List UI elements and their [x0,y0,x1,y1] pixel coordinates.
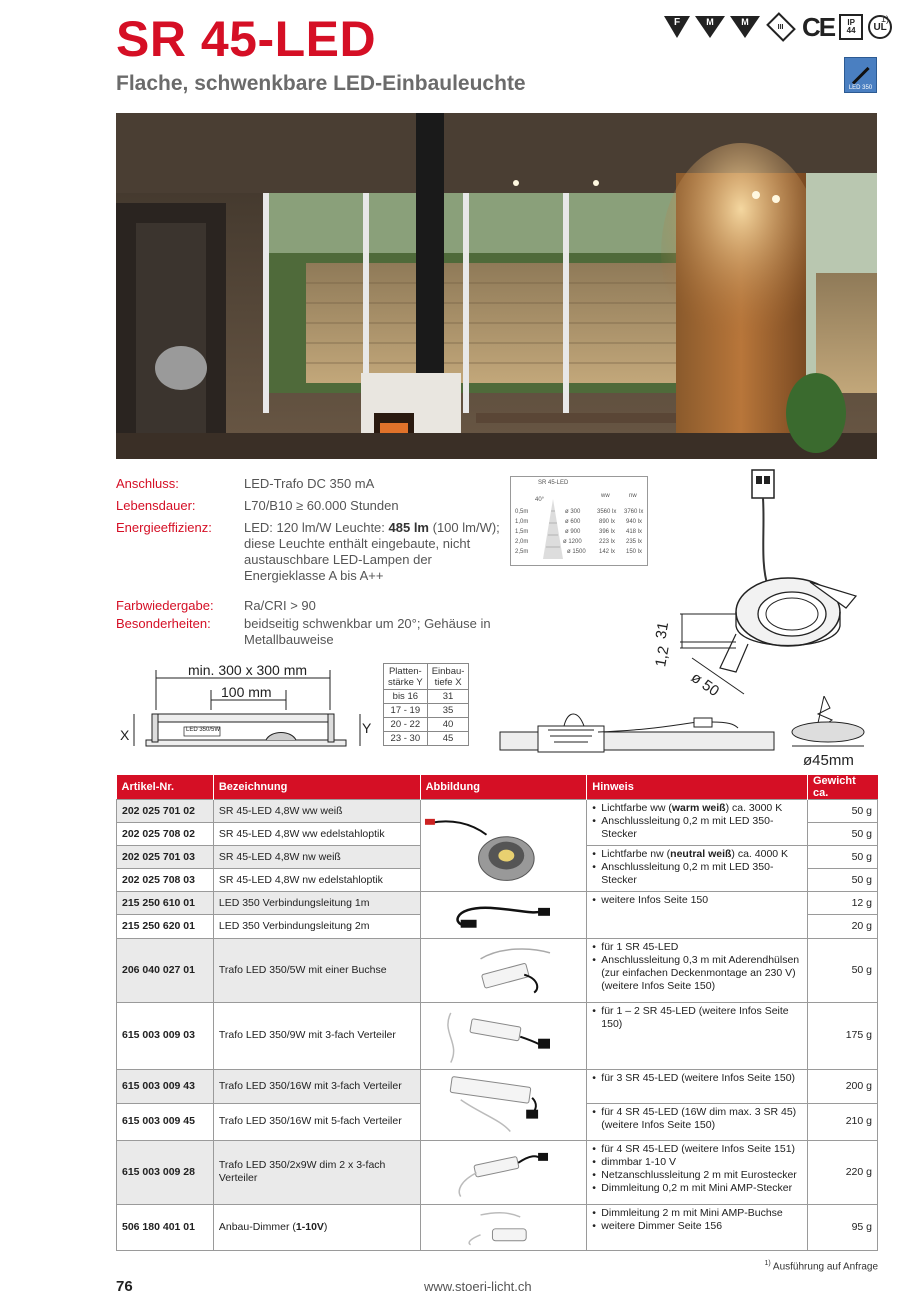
beam-nw: 418 lx [626,529,643,535]
dimmer-icon [421,1205,587,1249]
hint-item: • Netzanschlussleitung 2 m mit Eurostecker [592,1169,802,1182]
side-view-drawing [498,696,878,760]
beam-nw: 3760 lx [624,509,644,515]
beam-col-ww: ww [601,493,610,499]
hint-cell [587,1140,808,1204]
room-photo [116,113,877,459]
hint-item: • Lichtfarbe ww (warm weiß) ca. 3000 K [592,802,802,815]
sr45-lamp-icon [421,801,587,890]
beam-angle: 40° [535,497,545,503]
hint-cell [587,1002,808,1069]
description: SR 45-LED 4,8W ww weiß [213,800,420,823]
spec-value: Ra/CRI > 90 [244,598,316,613]
col-header: Artikel-Nr. [117,775,214,800]
hint-cell [587,1069,808,1103]
spec-key: Energieeffizienz: [116,520,212,535]
hint-cell [587,846,808,892]
dim-height-31: 31 [652,620,673,641]
article-number: 215 250 620 01 [117,915,214,938]
description: Trafo LED 350/16W mit 5-fach Verteiler [213,1103,420,1140]
weight: 210 g [808,1103,878,1140]
description: Trafo LED 350/9W mit 3-fach Verteiler [213,1002,420,1069]
table-row [117,938,878,1002]
article-number: 202 025 708 02 [117,823,214,846]
article-number: 206 040 027 01 [117,938,214,1002]
description: Trafo LED 350/5W mit einer Buchse [213,938,420,1002]
spec-row [116,476,516,492]
article-number: 202 025 708 03 [117,869,214,892]
beam-ww: 396 lx [599,529,616,535]
description: Anbau-Dimmer (1-10V) [213,1204,420,1250]
dim-min-area: min. 300 x 300 mm [188,662,308,678]
article-number: 615 003 009 45 [117,1103,214,1140]
beam-col-nw: nw [629,493,637,499]
depth-cell: bis 16 [384,690,428,704]
article-number: 506 180 401 01 [117,1204,214,1250]
cable-image [420,892,587,939]
transformer-icon [421,939,587,1001]
depth-cell: 20 - 22 [384,718,428,732]
hint-item: • Anschlussleitung 0,2 m mit LED 350-Stecker [592,815,802,841]
beam-row: 2,0m [515,539,529,545]
spec-value: LED-Trafo DC 350 mA [244,476,375,491]
dim-cutout: ø45mm [803,752,854,769]
depth-table-head: Platten- stärke Y [384,664,428,690]
table-row [117,800,878,823]
spec-value: LED: 120 lm/W Leuchte: 485 lm (100 lm/W); diese Leuchte enthält eingebaute, nicht austauschbare LED-Lampen der Energieklasse A bis A++ [244,520,500,583]
website-link[interactable]: www.stoeri-licht.ch [424,1279,532,1294]
beam-row: 1,0m [515,519,529,525]
hint-item: • Lichtfarbe nw (neutral weiß) ca. 4000 K [592,848,802,861]
product-table [116,775,878,1251]
class-iii-icon: III [766,12,796,42]
spec-row [116,498,516,514]
table-row [117,1204,878,1250]
col-header: Abbildung [420,775,587,800]
description: Trafo LED 350/2x9W dim 2 x 3-fach Verteiler [213,1140,420,1204]
col-header: Gewicht ca. [808,775,878,800]
weight: 12 g [808,892,878,915]
beam-ww: 890 lx [599,519,616,525]
spec-key: Besonderheiten: [116,616,211,631]
spec-key: Lebensdauer: [116,498,196,513]
certification-marks [664,11,892,42]
weight: 220 g [808,1140,878,1204]
hint-item: • für 3 SR 45-LED (weitere Infos Seite 150) [592,1072,802,1085]
depth-table-head: Einbau- tiefe X [427,664,469,690]
weight: 50 g [808,846,878,869]
spec-row [116,598,516,614]
hint-cell [587,1103,808,1140]
beam-title: SR 45-LED [538,480,569,486]
beam-dia: ø 600 [565,519,581,525]
trafo-16w-image [420,1069,587,1140]
hint-item: • Anschlussleitung 0,3 m mit Aderendhülsen (zur einfachen Deckenmontage an 230 V) (weitere Infos Seite 150) [592,954,802,993]
beam-dia: ø 1500 [567,549,586,555]
spec-row [116,616,516,648]
beam-nw: 150 lx [626,549,643,555]
depth-table [383,663,469,746]
transformer-icon [421,1070,587,1139]
trafo-2x9w-image [420,1140,587,1204]
ip44-icon: IP 44 [839,14,863,40]
dim-diameter-50: ø 50 [687,668,723,701]
article-number: 202 025 701 02 [117,800,214,823]
lamp-image [420,800,587,892]
depth-cell: 23 - 30 [384,732,428,746]
trafo-5w-image [420,938,587,1002]
weight: 50 g [808,800,878,823]
depth-cell: 17 - 19 [384,704,428,718]
dim-x-label: X [120,727,130,743]
spec-value: beidseitig schwenkbar um 20°; Gehäuse in Metallbauweise [244,616,491,647]
hint-item: • weitere Infos Seite 150 [592,894,802,907]
dim-height-12: 1,2 [652,644,673,669]
hint-cell [587,938,808,1002]
hint-cell [587,800,808,846]
hint-item: • Dimmleitung 2 m mit Mini AMP-Buchse [592,1207,802,1220]
beam-ww: 3560 lx [597,509,617,515]
hint-item: • für 1 – 2 SR 45-LED (weitere Infos Seite 150) [592,1005,802,1031]
ce-mark-icon: CE [802,11,835,42]
hint-cell [587,1204,808,1250]
article-number: 202 025 701 03 [117,846,214,869]
depth-cell: 31 [427,690,469,704]
description: SR 45-LED 4,8W ww edelstahloptik [213,823,420,846]
transformer-icon [421,1003,587,1068]
beam-ww: 142 lx [599,549,616,555]
weight: 95 g [808,1204,878,1250]
dim-y-label: Y [362,720,372,736]
spec-key: Farbwiedergabe: [116,598,214,613]
led-350-badge-icon: LED 350 [844,57,877,93]
weight: 50 g [808,823,878,846]
description: Trafo LED 350/16W mit 3-fach Verteiler [213,1069,420,1103]
connection-cable-icon [421,892,587,938]
beam-dia: ø 1200 [563,539,582,545]
hint-item: • Anschlussleitung 0,2 m mit LED 350-Stecker [592,861,802,887]
spec-list [116,476,516,654]
weight: 50 g [808,869,878,892]
beam-nw: 940 lx [626,519,643,525]
beam-dia: ø 900 [565,529,581,535]
hint-cell [587,892,808,939]
weight: 50 g [808,938,878,1002]
page-number: 76 [116,1278,133,1295]
footnote-marker: 1) [881,14,890,24]
beam-nw: 235 lx [626,539,643,545]
ul-icon: UL [868,15,892,39]
mm-mark-icon: M [695,16,725,38]
description: LED 350 Verbindungsleitung 2m [213,915,420,938]
mm-mark-icon: M [730,16,760,38]
page-title: SR 45-LED [116,11,377,67]
led-label: LED 350/5W [186,727,221,733]
description: LED 350 Verbindungsleitung 1m [213,892,420,915]
hint-item: • Dimmleitung 0,2 m mit Mini AMP-Stecker [592,1182,802,1195]
article-number: 215 250 610 01 [117,892,214,915]
depth-cell: 40 [427,718,469,732]
lamp-technical-drawing [640,462,880,702]
table-row [117,1002,878,1069]
description: SR 45-LED 4,8W nw edelstahloptik [213,869,420,892]
beam-row: 0,5m [515,509,529,515]
hint-item: • für 4 SR 45-LED (16W dim max. 3 SR 45) (weitere Infos Seite 150) [592,1106,802,1132]
hint-item: • für 1 SR 45-LED [592,941,802,954]
table-row [117,1140,878,1204]
spec-row [116,520,516,584]
hint-item: • weitere Dimmer Seite 156 [592,1220,802,1233]
weight: 20 g [808,915,878,938]
depth-cell: 35 [427,704,469,718]
beam-row: 2,5m [515,549,529,555]
dim-spacing: 100 mm [221,684,272,700]
spec-value: L70/B10 ≥ 60.000 Stunden [244,498,399,513]
footnote: $^{1)}$ Ausführung auf Anfrage [764,1260,878,1273]
beam-dia: ø 300 [565,509,581,515]
weight: 200 g [808,1069,878,1103]
hint-item: • dimmbar 1-10 V [592,1156,802,1169]
page-subtitle: Flache, schwenkbare LED-Einbauleuchte [116,72,526,95]
beam-cone-icon [541,499,565,559]
f-mark-icon: F [664,16,690,38]
spec-key: Anschluss: [116,476,179,491]
article-number: 615 003 009 43 [117,1069,214,1103]
beam-ww: 223 lx [599,539,616,545]
article-number: 615 003 009 03 [117,1002,214,1069]
weight: 175 g [808,1002,878,1069]
table-row [117,892,878,915]
description: SR 45-LED 4,8W nw weiß [213,846,420,869]
table-row [117,1069,878,1103]
dimmer-image [420,1204,587,1250]
transformer-icon [421,1141,587,1203]
beam-row: 1,5m [515,529,529,535]
article-number: 615 003 009 28 [117,1140,214,1204]
hint-item: • für 4 SR 45-LED (weitere Infos Seite 151) [592,1143,802,1156]
col-header: Hinweis [587,775,808,800]
col-header: Bezeichnung [213,775,420,800]
depth-cell: 45 [427,732,469,746]
trafo-9w-image [420,1002,587,1069]
beam-diagram [510,476,648,566]
